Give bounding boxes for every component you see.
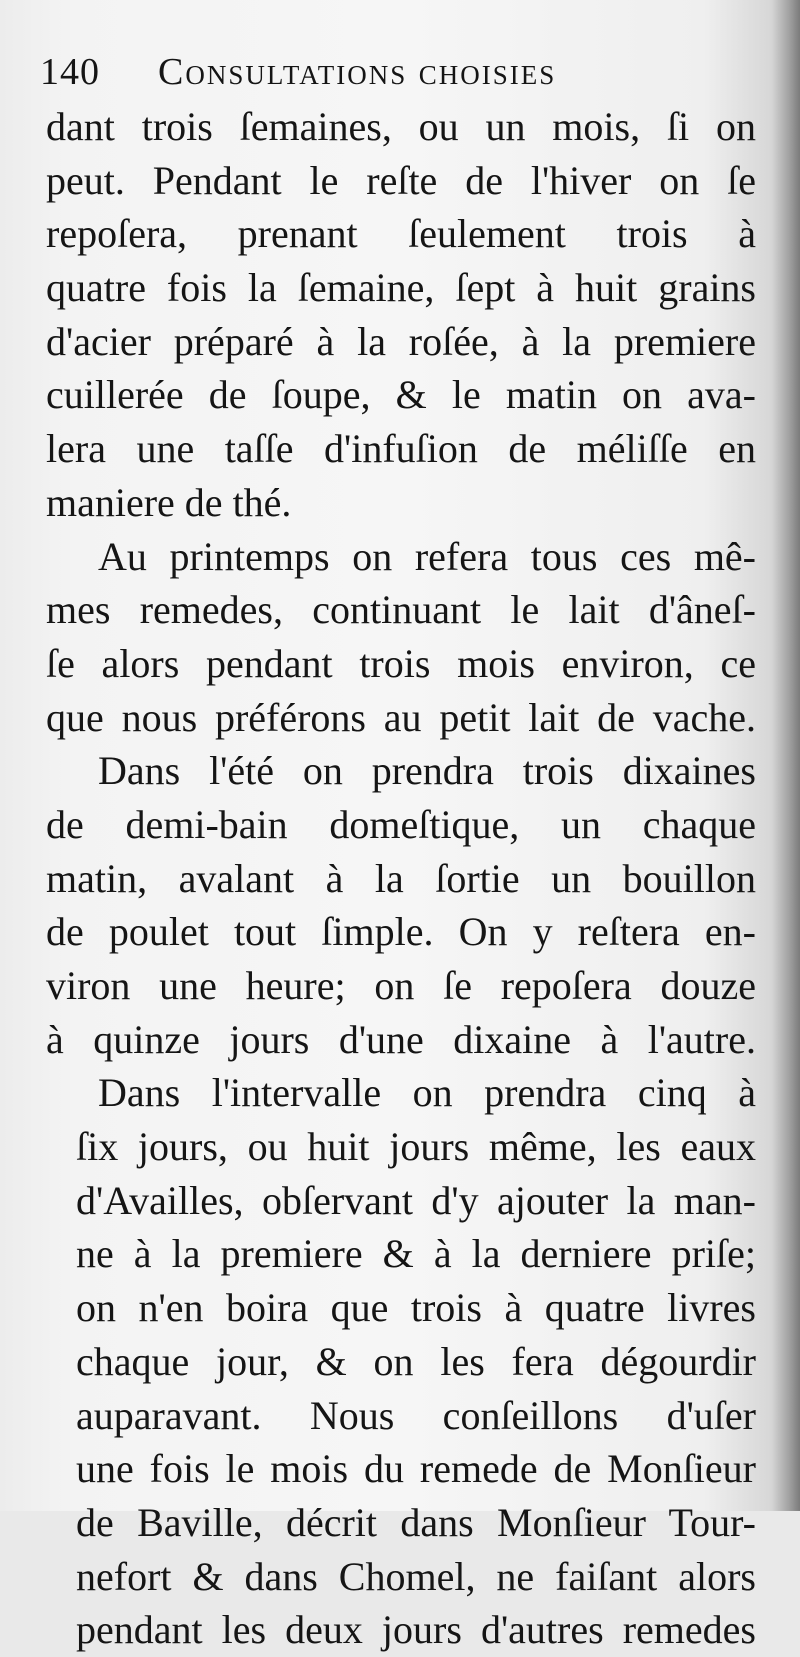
text-line: de demi-bain domeſtique, un chaque	[46, 801, 756, 847]
body-text	[46, 100, 756, 1657]
text-line: cuillerée de ſoupe, & le matin on ava-	[46, 372, 756, 418]
text-line: viron une heure; on ſe repoſera douze	[46, 963, 756, 1008]
text-line: d'Availles, obſervant d'y ajouter la man-	[76, 1177, 756, 1223]
text-line: nefort & dans Chomel, ne faiſant alors	[76, 1553, 756, 1599]
text-line: on n'en boira que trois à quatre livres	[76, 1285, 756, 1331]
text-line: pendant les deux jours d'autres remedes	[76, 1607, 756, 1653]
text-line: d'acier préparé à la roſée, à la premiere	[46, 318, 756, 364]
text-line: mes remedes, continuant le lait d'âneſ-	[46, 587, 756, 633]
paragraph-start-line: Dans l'intervalle on prendra cinq à	[98, 1070, 756, 1116]
text-line: de Baville, décrit dans Monſieur Tour-	[76, 1499, 756, 1545]
text-line: chaque jour, & on les fera dégourdir	[76, 1338, 756, 1384]
text-line: maniere de thé.	[46, 479, 292, 525]
text-line: auparavant. Nous conſeillons d'uſer	[76, 1392, 756, 1438]
page-edge-shadow	[772, 0, 800, 1511]
text-line: de poulet tout ſimple. On y reſtera en-	[46, 909, 756, 955]
text-line: à quinze jours d'une dixaine à l'autre.	[46, 1016, 756, 1062]
text-line: ne à la premiere & à la derniere priſe;	[76, 1231, 756, 1277]
page-header	[40, 50, 760, 98]
text-line: dant trois ſemaines, ou un mois, ſi on	[46, 104, 756, 149]
text-line: une fois le mois du remede de Monſieur	[76, 1446, 756, 1492]
text-line: quatre fois la ſemaine, ſept à huit grains	[46, 265, 756, 311]
text-line: matin, avalant à la ſortie un bouillon	[46, 855, 756, 901]
text-line: ſe alors pendant trois mois environ, ce	[46, 640, 756, 686]
page-number: 140	[40, 51, 100, 93]
text-line: que nous préférons au petit lait de vache.	[46, 694, 756, 740]
running-title: Consultations choisies	[158, 51, 557, 93]
text-line: repoſera, prenant ſeulement trois à	[46, 211, 756, 257]
paragraph-start-line: Au printemps on refera tous ces mê-	[98, 533, 756, 579]
text-line: peut. Pendant le reſte de l'hiver on ſe	[46, 157, 756, 203]
text-line: lera une taſſe d'infuſion de méliſſe en	[46, 426, 756, 472]
paragraph-start-line: Dans l'été on prendra trois dixaines	[98, 748, 756, 794]
text-line: ſix jours, ou huit jours même, les eaux	[76, 1124, 756, 1170]
